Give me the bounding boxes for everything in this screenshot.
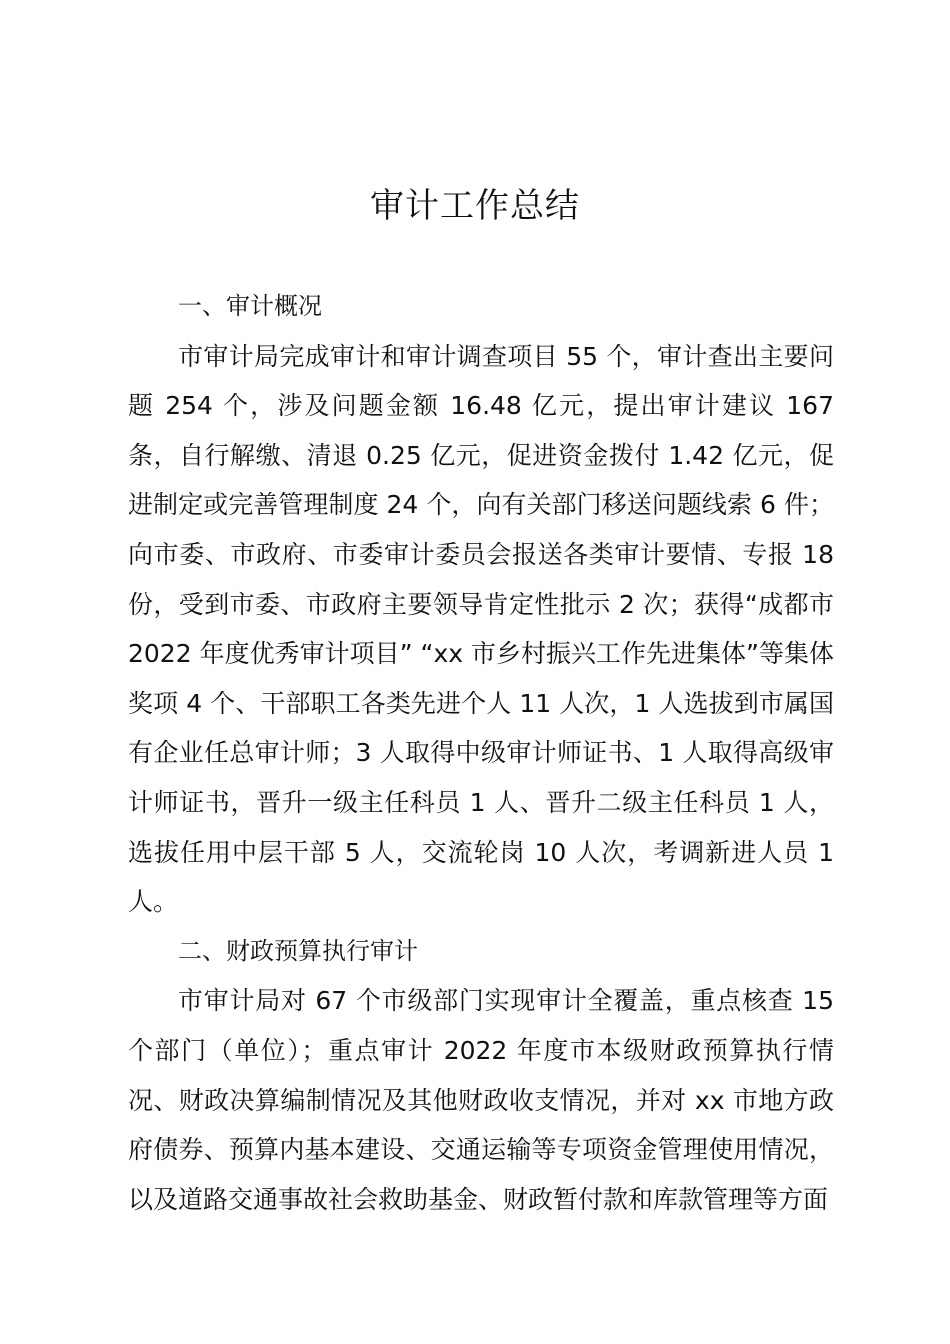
section-heading-budget-audit: 二、财政预算执行审计: [178, 936, 418, 965]
paragraph-budget-audit: 市审计局对 67 个市级部门实现审计全覆盖，重点核查 15 个部门（单位）；重点审计 2022 年度市本级财政预算执行情况、财政决算编制情况及其他财政收支情况，并对 xx 市地方政府债券、预算内基本建设、交通运输等专项资金管理使用情况，以及道路交通事故社会救助基金、财政暂付款和库款管理等方面: [128, 986, 834, 1214]
document-body: [128, 282, 834, 1224]
paragraph-overview: 市审计局完成审计和审计调查项目 55 个，审计查出主要问题 254 个，涉及问题金额 16.48 亿元，提出审计建议 167 条，自行解缴、清退 0.25 亿元，促进资金拨付 1.42 亿元，促进制定或完善管理制度 24 个，向有关部门移送问题线索 6 件；向市委、市政府、市委审计委员会报送各类审计要情、专报 18 份，受到市委、市政府主要领导肯定性批示 2 次；获得“成都市 2022 年度优秀审计项目” “xx 市乡村振兴工作先进集体”等集体奖项 4 个、干部职工各类先进个人 11 人次，1 人选拔到市属国有企业任总审计师；3 人取得中级审计师证书、1 人取得高级审计师证书，晋升一级主任科员 1 人、晋升二级主任科员 1 人，选拔任用中层干部 5 人，交流轮岗 10 人次，考调新进人员 1 人。: [128, 341, 834, 917]
document-title: 审计工作总结: [370, 186, 580, 226]
section-heading-overview: 一、审计概况: [178, 292, 322, 320]
